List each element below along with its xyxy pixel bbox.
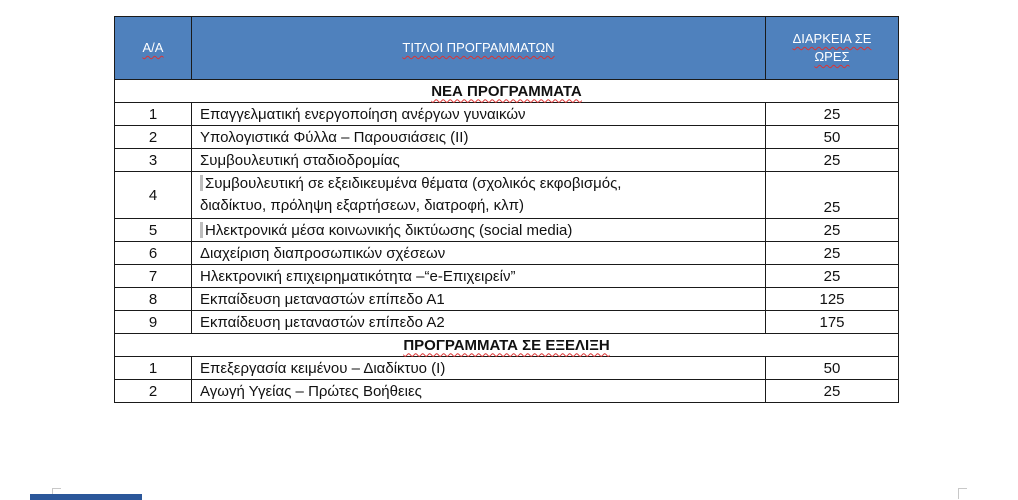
table-row (115, 380, 899, 403)
row-title (192, 219, 766, 242)
row-title: Εκπαίδευση μεταναστών επίπεδο Α1 (192, 288, 766, 311)
row-title-text: Ηλεκτρονικά μέσα κοινωνικής δικτύωσης (social media) (205, 221, 573, 239)
section-row-new (115, 80, 899, 103)
header-hours: ΔΙΑΡΚΕΙΑ ΣΕ ΩΡΕΣ (766, 17, 899, 80)
table-row (115, 172, 899, 219)
section-row-ongoing (115, 334, 899, 357)
row-number: 3 (115, 149, 192, 172)
row-hours: 25 (766, 380, 899, 403)
row-hours: 50 (766, 126, 899, 149)
section-title-new: ΝΕΑ ΠΡΟΓΡΑΜΜΑΤΑ (115, 80, 899, 103)
table-row (115, 357, 899, 380)
row-title: Επεξεργασία κειμένου – Διαδίκτυο (Ι) (192, 357, 766, 380)
row-hours: 25 (766, 103, 899, 126)
row-number: 7 (115, 265, 192, 288)
table-row (115, 242, 899, 265)
row-title: Επαγγελματική ενεργοποίηση ανέργων γυναικών (192, 103, 766, 126)
row-hours: 25 (766, 242, 899, 265)
header-aa: Α/Α (115, 17, 192, 80)
row-hours: 175 (766, 311, 899, 334)
row-title: Ηλεκτρονική επιχειρηματικότητα –“e-Επιχειρείν” (192, 265, 766, 288)
row-title-line2: διαδίκτυο, πρόληψη εξαρτήσεων, διατροφή, κλπ) (200, 197, 524, 214)
row-number: 1 (115, 103, 192, 126)
text-cursor-mark (200, 175, 203, 191)
row-title: Υπολογιστικά Φύλλα – Παρουσιάσεις (ΙΙ) (192, 126, 766, 149)
row-title: Διαχείριση διαπροσωπικών σχέσεων (192, 242, 766, 265)
page-corner-mark-right (958, 488, 967, 499)
row-title: Αγωγή Υγείας – Πρώτες Βοήθειες (192, 380, 766, 403)
programs-table (114, 16, 899, 403)
table-row (115, 149, 899, 172)
table-row (115, 288, 899, 311)
row-number: 1 (115, 357, 192, 380)
row-title: Εκπαίδευση μεταναστών επίπεδο Α2 (192, 311, 766, 334)
row-number: 4 (115, 172, 192, 219)
row-number: 2 (115, 380, 192, 403)
row-hours: 50 (766, 357, 899, 380)
row-number: 6 (115, 242, 192, 265)
table-row (115, 219, 899, 242)
header-title: ΤΙΤΛΟΙ ΠΡΟΓΡΑΜΜΑΤΩΝ (192, 17, 766, 80)
row-number: 9 (115, 311, 192, 334)
row-hours: 125 (766, 288, 899, 311)
text-cursor-mark (200, 222, 203, 238)
row-hours: 25 (766, 149, 899, 172)
row-number: 5 (115, 219, 192, 242)
row-title (192, 172, 766, 219)
table-row (115, 126, 899, 149)
row-number: 2 (115, 126, 192, 149)
row-number: 8 (115, 288, 192, 311)
row-title-line1: Συμβουλευτική σε εξειδικευμένα θέματα (σχολικός εκφοβισμός, (205, 175, 622, 192)
row-hours: 25 (766, 172, 899, 219)
table-header-row (115, 17, 899, 80)
row-hours: 25 (766, 219, 899, 242)
table-row (115, 265, 899, 288)
table-row (115, 311, 899, 334)
status-bar-fragment (30, 494, 142, 500)
table-row (115, 103, 899, 126)
row-title: Συμβουλευτική σταδιοδρομίας (192, 149, 766, 172)
section-title-ongoing: ΠΡΟΓΡΑΜΜΑΤΑ ΣΕ ΕΞΕΛΙΞΗ (115, 334, 899, 357)
row-hours: 25 (766, 265, 899, 288)
